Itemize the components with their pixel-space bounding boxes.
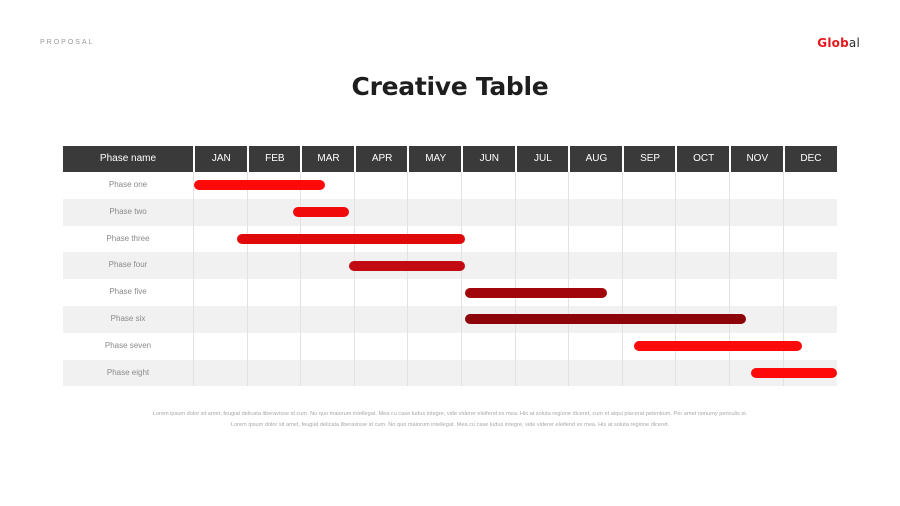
grid-line bbox=[193, 172, 194, 386]
phase-bar bbox=[237, 234, 465, 244]
phase-label: Phase four bbox=[108, 260, 148, 270]
brand-logo bbox=[817, 36, 860, 50]
month-header-oct: OCT bbox=[675, 146, 730, 172]
proposal-label: PROPOSAL bbox=[40, 39, 95, 46]
table-row bbox=[63, 360, 837, 387]
phase-bar bbox=[465, 314, 746, 324]
phase-bar bbox=[349, 261, 464, 271]
month-header-sep: SEP bbox=[622, 146, 677, 172]
grid-line bbox=[729, 172, 730, 386]
phase-label: Phase three bbox=[106, 233, 150, 243]
phase-label: Phase two bbox=[109, 206, 147, 216]
table-row bbox=[63, 172, 837, 199]
month-header-jan: JAN bbox=[193, 146, 248, 172]
month-header-dec: DEC bbox=[783, 146, 838, 172]
logo-rest-text: al bbox=[848, 36, 860, 50]
phase-label: Phase five bbox=[109, 287, 147, 297]
phase-name-header: Phase name bbox=[99, 153, 157, 164]
table-row bbox=[63, 199, 837, 226]
phase-bar bbox=[194, 180, 325, 190]
month-header-may: MAY bbox=[407, 146, 462, 172]
phase-bar bbox=[293, 207, 349, 217]
month-header-mar: MAR bbox=[300, 146, 355, 172]
grid-line bbox=[622, 172, 623, 386]
grid-line bbox=[461, 172, 462, 386]
phase-label: Phase eight bbox=[106, 367, 150, 377]
month-header-nov: NOV bbox=[729, 146, 784, 172]
phase-bar bbox=[751, 368, 837, 378]
table-row bbox=[63, 279, 837, 306]
grid-line bbox=[675, 172, 676, 386]
phase-bar bbox=[634, 341, 803, 351]
month-header-aug: AUG bbox=[568, 146, 623, 172]
grid-line bbox=[783, 172, 784, 386]
phase-label: Phase one bbox=[108, 180, 148, 189]
phase-label: Phase six bbox=[110, 314, 146, 323]
page-title: Creative Table bbox=[351, 72, 549, 101]
grid-line bbox=[407, 172, 408, 386]
logo-brand-text: Glob bbox=[817, 36, 849, 50]
grid-line bbox=[568, 172, 569, 386]
gantt-table bbox=[63, 146, 837, 386]
grid-line bbox=[300, 172, 301, 386]
phase-bar bbox=[465, 288, 607, 298]
month-header-apr: APR bbox=[354, 146, 409, 172]
footer-text: Lorem ipsum dolor sit amet, feugiat delicata liberavisse id cum. No quo maiorum intellegat. Mea cu case ludus integre, vide viderer eleifend ex mea. His at soluta regione diceret, cum et atqui placerat petentium. Per amet nonumy periculis ei. Lorem ipsum dolor sit amet, feugiat delicata liberavisse id cum. No quo maiorum intellegat. Mea cu case ludus integre, vide viderer eleifend ex mea. His at soluta regione diceret. bbox=[152, 411, 748, 428]
month-header-feb: FEB bbox=[247, 146, 302, 172]
gantt-header-row bbox=[63, 146, 837, 172]
month-header-jul: JUL bbox=[515, 146, 570, 172]
grid-line bbox=[247, 172, 248, 386]
grid-line bbox=[515, 172, 516, 386]
gantt-body bbox=[63, 172, 837, 386]
phase-label: Phase seven bbox=[104, 340, 152, 350]
grid-line bbox=[354, 172, 355, 386]
month-header-jun: JUN bbox=[461, 146, 516, 172]
